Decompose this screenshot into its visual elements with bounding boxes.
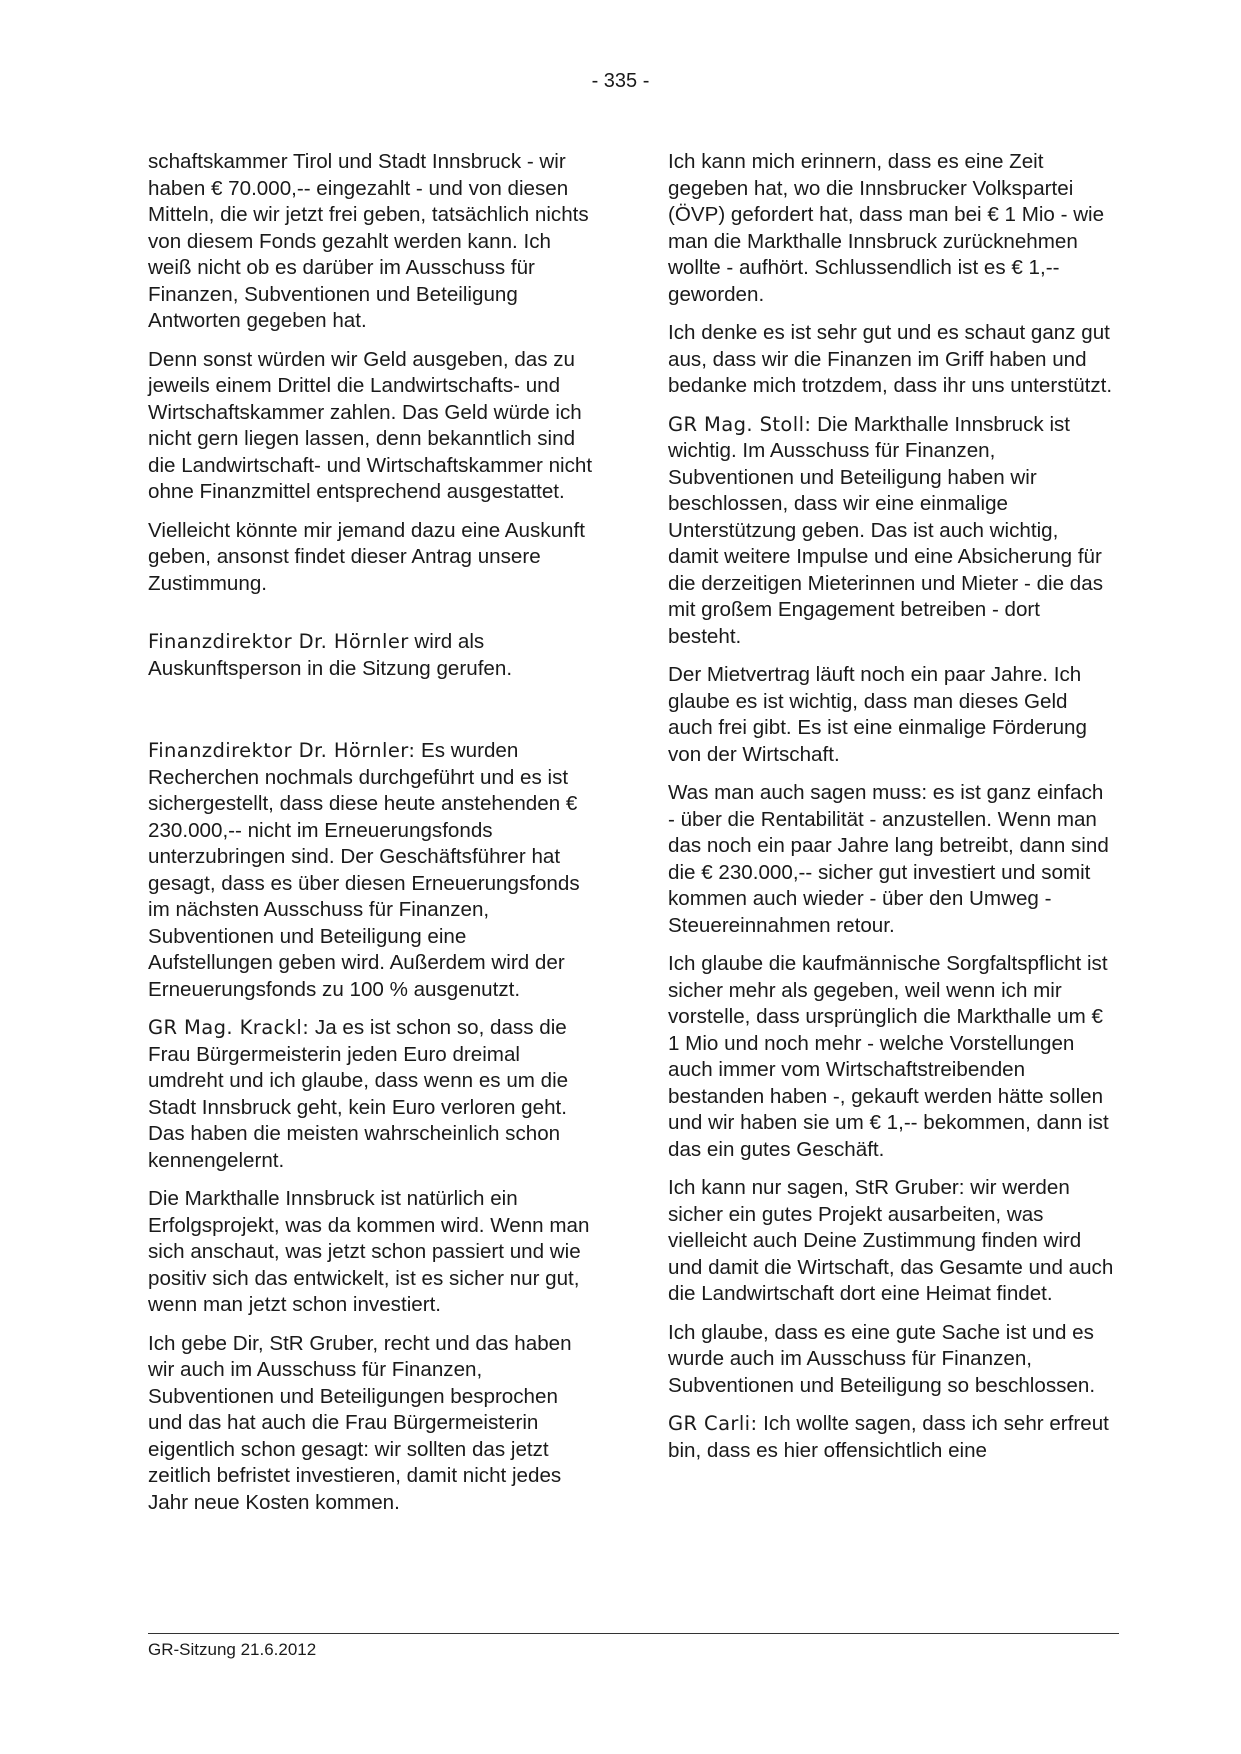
page-number: - 335 - — [591, 70, 650, 92]
speaker-name: GR Carli: — [668, 1412, 758, 1435]
paragraph: GR Mag. Stoll: Die Markthalle Innsbruck ist wichtig. Im Ausschuss für Finanzen, Subventionen und Beteiligung haben wir beschlossen, dass wir eine einmalige Unterstützung geben. Das ist auch wichtig, damit weitere Impulse und eine Absicherung für die derzeitigen Mieterinnen und Mieter - die das mit großem Engagement betreiben - dort besteht. — [668, 412, 1104, 648]
paragraph: Ich glaube die kaufmännische Sorgfaltspflicht ist sicher mehr als gegeben, weil wenn ich mir vorstelle, dass ursprünglich die Markthalle um € 1 Mio und noch mehr - welche Vorstellungen auch immer vom Wirtschaftstreibenden bestanden haben -, gekauft werden hätte sollen und wir haben sie um € 1,-- bekommen, dann ist das ein gutes Geschäft. — [668, 952, 1109, 1161]
footer-divider — [148, 1633, 1119, 1634]
paragraph: Die Markthalle Innsbruck ist natürlich ein Erfolgsprojekt, was da kommen wird. Wenn man sich anschaut, was jetzt schon passiert und wie positiv sich das entwickelt, ist es sicher nur gut, wenn man jetzt schon investiert. — [148, 1187, 590, 1316]
paragraph: Was man auch sagen muss: es ist ganz einfach - über die Rentabilität - anzustellen. Wenn man das noch ein paar Jahre lang betreibt, dann sind die € 230.000,-- sicher gut investiert und somit kommen auch wieder - über den Umweg - Steuereinnahmen retour. — [668, 781, 1109, 937]
paragraph: Der Mietvertrag läuft noch ein paar Jahre. Ich glaube es ist wichtig, dass man dieses Geld auch frei gibt. Es ist eine einmalige Förderung von der Wirtschaft. — [668, 663, 1087, 766]
paragraph: Ich glaube, dass es eine gute Sache ist und es wurde auch im Ausschuss für Finanzen, Subventionen und Beteiligung so beschlossen. — [668, 1320, 1096, 1397]
paragraph: Ich kann nur sagen, StR Gruber: wir werden sicher ein gutes Projekt ausarbeiten, was vielleicht auch Deine Zustimmung finden wird und damit die Wirtschaft, das Gesamte und auch die Landwirtschaft dort eine Heimat findet. — [668, 1176, 1114, 1305]
paragraph: Denn sonst würden wir Geld ausgeben, das zu jeweils einem Drittel die Landwirtschafts- und Wirtschaftskammer zahlen. Das Geld würde ich nicht gern liegen lassen, denn bekanntlich sind die Landwirtschaft- und Wirtschaftskammer nicht ohne Finanzmittel entsprechend ausgestattet. — [148, 347, 593, 503]
right-column — [668, 149, 1114, 1476]
paragraph: Vielleicht könnte mir jemand dazu eine Auskunft geben, ansonst findet dieser Antrag unsere Zustimmung. — [148, 518, 585, 595]
paragraph: Ich kann mich erinnern, dass es eine Zeit gegeben hat, wo die Innsbrucker Volkspartei (ÖVP) gefordert hat, dass man bei € 1 Mio - wie man die Markthalle Innsbruck zurücknehmen wollte - aufhört. Schlussendlich ist es € 1,-- geworden. — [668, 150, 1105, 306]
paragraph: schaftskammer Tirol und Stadt Innsbruck - wir haben € 70.000,-- eingezahlt - und von diesen Mitteln, die wir jetzt frei geben, tatsächlich nichts von diesem Fonds gezahlt werden kann. Ich weiß nicht ob es darüber im Ausschuss für Finanzen, Subventionen und Beteiligung Antworten gegeben hat. — [148, 150, 589, 332]
speaker-name: Finanzdirektor Dr. Hörnler: — [148, 739, 416, 762]
speaker-name: GR Mag. Krackl: — [148, 1016, 310, 1039]
speaker-name: GR Mag. Stoll: — [668, 412, 812, 436]
paragraph: Finanzdirektor Dr. Hörnler wird als Auskunftsperson in die Sitzung gerufen. — [148, 630, 513, 680]
paragraph: Ich gebe Dir, StR Gruber, recht und das haben wir auch im Ausschuss für Finanzen, Subventionen und Beteiligungen besprochen und das hat auch die Frau Bürgermeisterin eigentlich schon gesagt: wir sollten das jetzt zeitlich befristet investieren, damit nicht jedes Jahr neue Kosten kommen. — [148, 1331, 572, 1514]
footer-session-date: GR-Sitzung 21.6.2012 — [148, 1640, 317, 1659]
paragraph: Finanzdirektor Dr. Hörnler: Es wurden Recherchen nochmals durchgeführt und es ist sichergestellt, dass diese heute anstehenden € 230.000,-- nicht im Erneuerungsfonds unterzubringen sind. Der Geschäftsführer hat gesagt, dass es über diesen Erneuerungsfonds im nächsten Ausschuss für Finanzen, Subventionen und Beteiligung eine Aufstellungen geben wird. Außerdem wird der Erneuerungsfonds zu 100 % ausgenutzt. — [148, 739, 580, 1001]
left-column — [148, 149, 594, 1528]
paragraph: GR Mag. Krackl: Ja es ist schon so, dass die Frau Bürgermeisterin jeden Euro dreimal umdreht und ich glaube, dass wenn es um die Stadt Innsbruck geht, kein Euro verloren geht. Das haben die meisten wahrscheinlich schon kennengelernt. — [148, 1016, 569, 1172]
paragraph: GR Carli: Ich wollte sagen, dass ich sehr erfreut bin, dass es hier offensichtlich eine — [668, 1412, 1109, 1462]
paragraph: Ich denke es ist sehr gut und es schaut ganz gut aus, dass wir die Finanzen im Griff haben und bedanke mich trotzdem, dass ihr uns unterstützt. — [668, 321, 1113, 397]
speaker-name: Finanzdirektor Dr. Hörnler — [148, 630, 409, 653]
